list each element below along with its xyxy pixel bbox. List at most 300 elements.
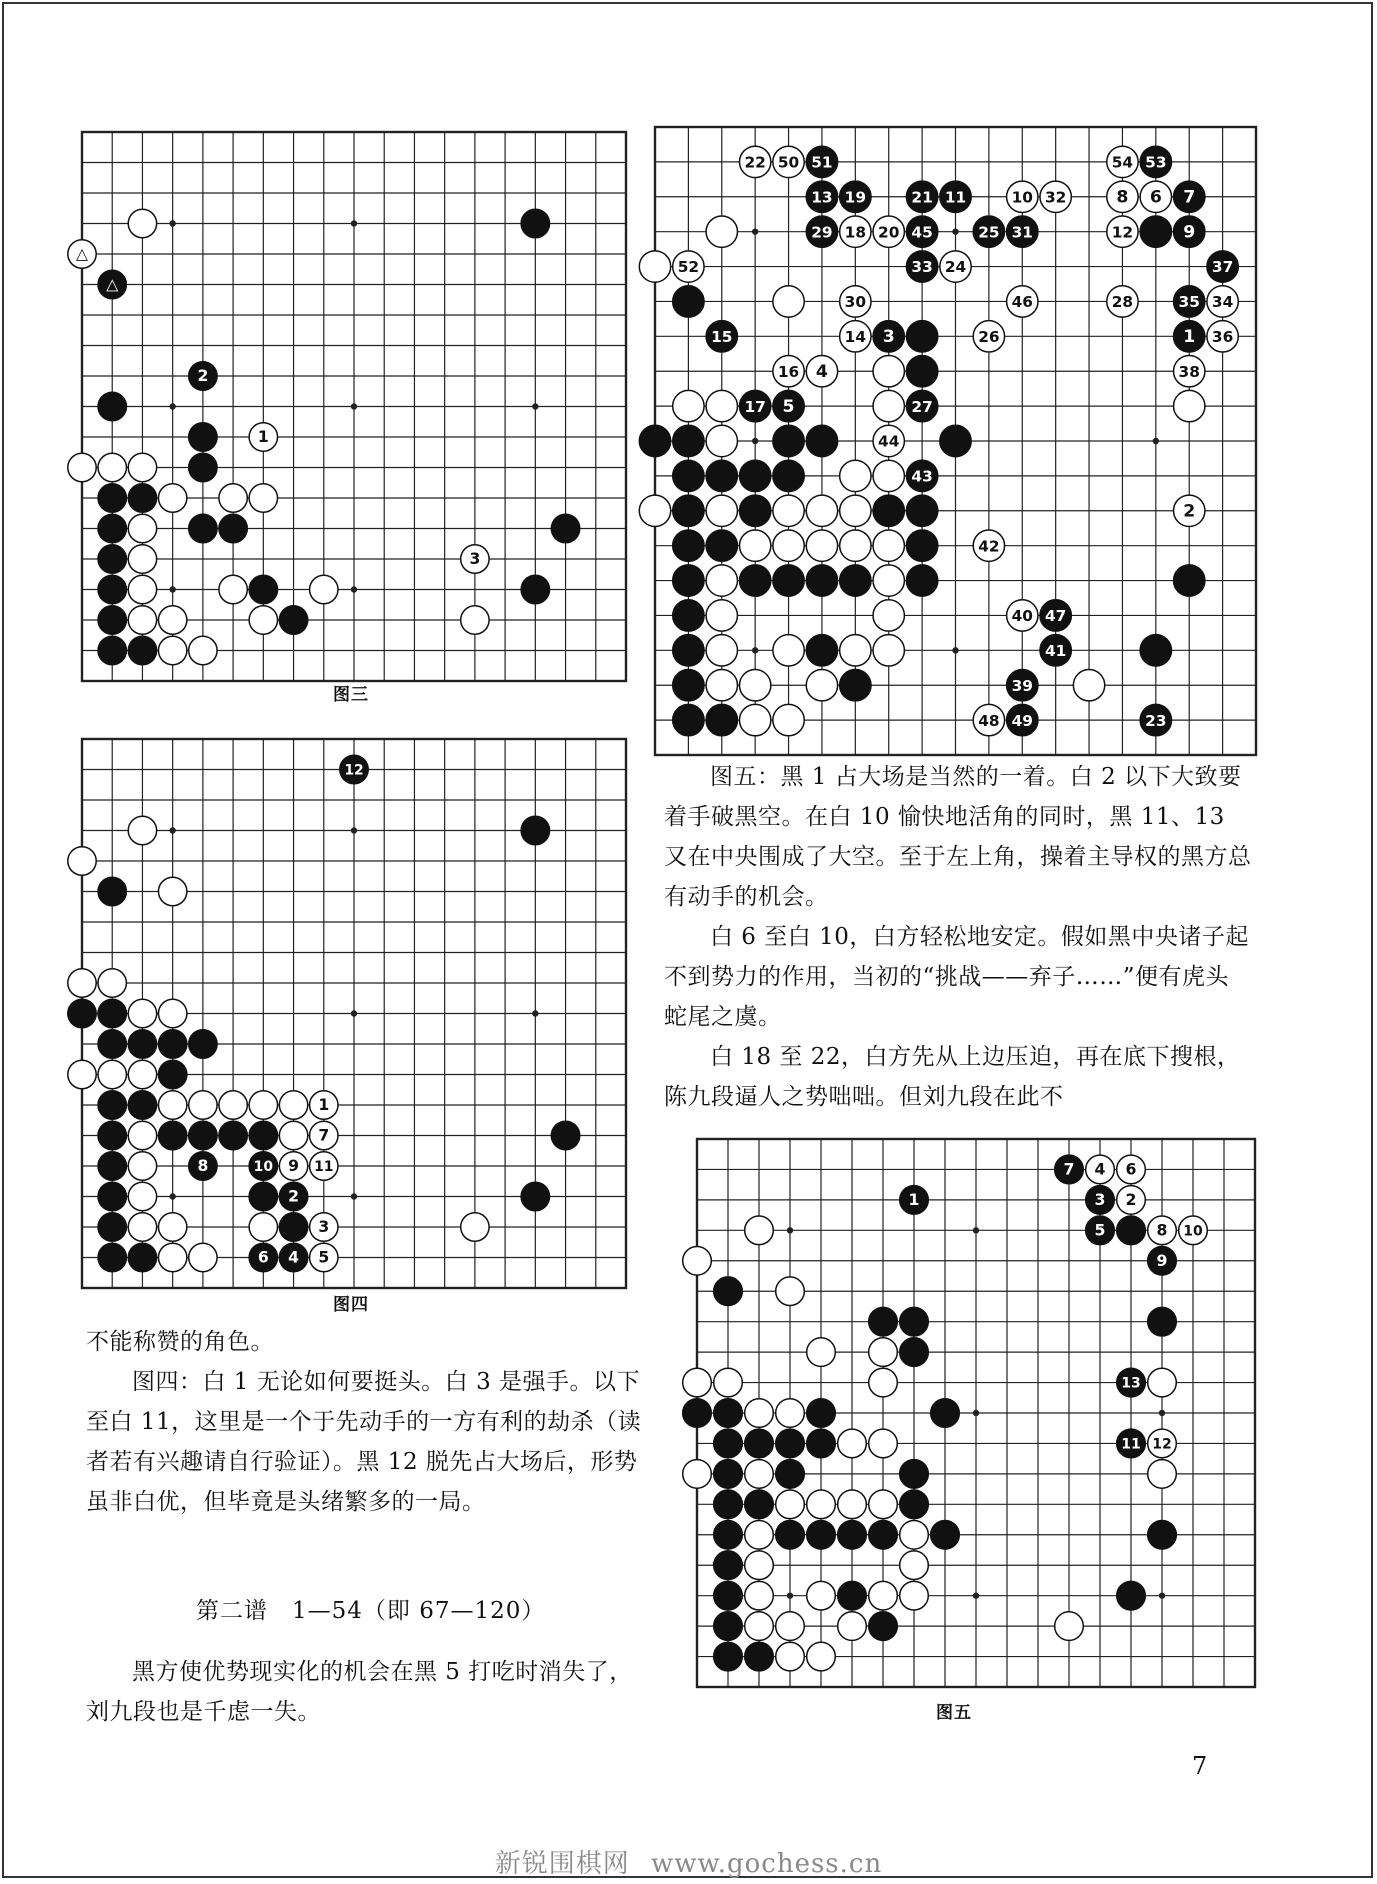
white-stone xyxy=(128,1152,156,1180)
black-stone xyxy=(98,1030,126,1058)
black-stone xyxy=(1117,1429,1146,1458)
white-stone xyxy=(706,600,737,631)
figure-4-caption: 图四 xyxy=(333,1295,369,1315)
black-stone xyxy=(98,1091,126,1119)
black-stone xyxy=(906,565,937,596)
white-stone xyxy=(1174,495,1205,526)
white-stone xyxy=(219,1091,247,1119)
white-stone xyxy=(869,1490,898,1519)
move-number-label: 16 xyxy=(777,362,800,381)
move-number-label: 53 xyxy=(1145,153,1167,172)
black-stone xyxy=(249,1243,277,1271)
white-stone xyxy=(1148,1460,1177,1489)
black-stone xyxy=(806,425,837,456)
black-stone xyxy=(683,1399,712,1428)
go-board-figure-3 xyxy=(75,130,628,683)
white-stone xyxy=(219,484,247,512)
black-stone xyxy=(98,606,126,634)
black-stone xyxy=(279,606,307,634)
black-stone xyxy=(340,755,368,783)
white-stone xyxy=(310,1152,338,1180)
white-stone xyxy=(128,999,156,1027)
move-number-label: 9 xyxy=(288,1157,299,1176)
black-stone xyxy=(807,1520,836,1549)
black-stone xyxy=(98,545,126,573)
white-stone xyxy=(1148,1216,1177,1245)
star-point xyxy=(351,220,357,226)
black-stone xyxy=(1174,216,1205,247)
white-stone xyxy=(773,286,804,317)
white-stone xyxy=(128,1213,156,1241)
black-stone xyxy=(714,1612,743,1641)
move-number-label: 14 xyxy=(844,327,867,346)
star-point xyxy=(532,403,538,409)
move-number-label: 13 xyxy=(811,188,833,207)
white-stone xyxy=(840,530,871,561)
black-stone xyxy=(98,1121,126,1149)
white-stone xyxy=(706,425,737,456)
white-stone xyxy=(98,453,126,481)
black-stone xyxy=(189,1121,217,1149)
white-stone xyxy=(279,1091,307,1119)
white-stone xyxy=(68,969,96,997)
white-stone xyxy=(461,1213,489,1241)
black-stone xyxy=(706,321,737,352)
watermark-site-name: 新锐围棋网 xyxy=(494,1849,630,1879)
star-point xyxy=(973,1410,979,1416)
black-stone xyxy=(840,565,871,596)
star-point xyxy=(169,403,175,409)
white-stone xyxy=(310,1213,338,1241)
move-number-label: 18 xyxy=(844,223,867,242)
move-number-label: 35 xyxy=(1178,293,1200,312)
black-stone xyxy=(1174,565,1205,596)
move-number-label: 32 xyxy=(1044,188,1067,207)
move-number-label: 3 xyxy=(882,326,895,347)
white-stone xyxy=(873,635,904,666)
black-stone xyxy=(98,575,126,603)
white-stone xyxy=(1086,1155,1115,1184)
black-stone xyxy=(1148,1246,1177,1275)
white-stone xyxy=(219,575,247,603)
move-number-label: 5 xyxy=(782,396,795,417)
white-stone xyxy=(840,635,871,666)
black-stone xyxy=(1148,1307,1177,1336)
move-number-label: 11 xyxy=(314,1159,334,1176)
black-stone xyxy=(673,286,704,317)
black-stone xyxy=(940,425,971,456)
commentary-paragraph: 白 18 至 22，白方先从上边压迫，再在底下搜根，陈九段逼人之势咄咄。但刘九段在此不 xyxy=(664,1044,1241,1110)
black-stone xyxy=(1140,146,1171,177)
move-number-label: 54 xyxy=(1111,153,1134,172)
black-stone xyxy=(906,390,937,421)
move-number-label: 5 xyxy=(318,1248,330,1267)
move-number-label: 9 xyxy=(1183,222,1196,243)
white-stone xyxy=(683,1460,712,1489)
black-stone xyxy=(1007,670,1038,701)
move-number-label: 20 xyxy=(878,223,900,242)
black-stone xyxy=(521,816,549,844)
white-stone xyxy=(639,251,670,282)
black-stone xyxy=(673,704,704,735)
white-stone xyxy=(1148,1368,1177,1397)
white-stone xyxy=(714,1368,743,1397)
black-stone xyxy=(98,1213,126,1241)
white-stone xyxy=(773,356,804,387)
figure-4-commentary xyxy=(86,1322,648,1522)
figure-3-caption: 图三 xyxy=(333,685,369,705)
white-stone xyxy=(739,146,770,177)
white-stone xyxy=(158,1243,186,1271)
white-stone xyxy=(838,1429,867,1458)
move-number-label: 44 xyxy=(878,432,900,451)
white-stone xyxy=(1140,181,1171,212)
white-stone xyxy=(98,1060,126,1088)
star-point xyxy=(752,647,758,653)
move-number-label: 2 xyxy=(1183,501,1196,522)
white-stone xyxy=(189,1243,217,1271)
move-number-label: 22 xyxy=(744,153,766,172)
black-stone xyxy=(1117,1581,1146,1610)
black-stone xyxy=(128,484,156,512)
white-stone xyxy=(840,286,871,317)
black-stone xyxy=(1007,216,1038,247)
black-stone xyxy=(906,356,937,387)
white-stone xyxy=(461,606,489,634)
white-stone xyxy=(706,390,737,421)
black-stone xyxy=(249,1182,277,1210)
white-stone xyxy=(128,606,156,634)
white-stone xyxy=(776,1277,805,1306)
black-stone xyxy=(931,1399,960,1428)
black-stone xyxy=(639,425,670,456)
black-stone xyxy=(906,460,937,491)
black-stone xyxy=(1174,286,1205,317)
black-stone xyxy=(714,1551,743,1580)
white-stone xyxy=(745,1399,774,1428)
black-stone xyxy=(279,1182,307,1210)
go-board-figure-5 xyxy=(695,1137,1257,1689)
move-number-label: 8 xyxy=(1116,187,1129,208)
white-stone xyxy=(973,530,1004,561)
move-number-label: 41 xyxy=(1044,641,1067,660)
white-stone xyxy=(128,1060,156,1088)
white-stone xyxy=(806,670,837,701)
figure-5-commentary xyxy=(664,757,1252,1117)
white-stone xyxy=(873,600,904,631)
move-number-label: 34 xyxy=(1211,293,1234,312)
black-stone xyxy=(98,1182,126,1210)
white-stone xyxy=(900,1551,929,1580)
black-stone xyxy=(906,216,937,247)
move-number-label: 30 xyxy=(844,293,867,312)
black-stone xyxy=(714,1490,743,1519)
black-stone xyxy=(739,495,770,526)
move-number-label: 12 xyxy=(344,762,364,779)
white-stone xyxy=(1207,321,1238,352)
black-stone xyxy=(98,636,126,664)
white-stone xyxy=(683,1246,712,1275)
white-stone xyxy=(128,545,156,573)
white-stone xyxy=(873,565,904,596)
white-stone xyxy=(973,321,1004,352)
white-stone xyxy=(1107,216,1138,247)
move-number-label: 13 xyxy=(1121,1375,1141,1392)
black-stone xyxy=(739,390,770,421)
black-stone xyxy=(1207,251,1238,282)
move-number-label: 42 xyxy=(978,537,1000,556)
white-stone xyxy=(249,1213,277,1241)
black-stone xyxy=(98,484,126,512)
white-stone xyxy=(739,670,770,701)
white-stone xyxy=(745,1520,774,1549)
black-stone xyxy=(900,1338,929,1367)
black-stone xyxy=(279,1213,307,1241)
black-stone xyxy=(521,575,549,603)
black-stone xyxy=(98,877,126,905)
move-number-label: 12 xyxy=(1111,223,1134,242)
black-stone xyxy=(806,181,837,212)
move-number-label: 29 xyxy=(811,223,833,242)
move-number-label: 10 xyxy=(1183,1223,1203,1240)
white-stone xyxy=(869,1338,898,1367)
white-stone xyxy=(68,1060,96,1088)
move-number-label: 5 xyxy=(1094,1220,1106,1240)
white-stone xyxy=(249,423,277,451)
black-stone xyxy=(840,181,871,212)
white-stone xyxy=(639,495,670,526)
white-stone xyxy=(873,356,904,387)
white-stone xyxy=(873,216,904,247)
move-number-label: 1 xyxy=(908,1190,920,1210)
black-stone xyxy=(1055,1155,1084,1184)
white-stone xyxy=(128,514,156,542)
white-stone xyxy=(1174,390,1205,421)
move-number-label: 27 xyxy=(911,397,933,416)
move-number-label: △ xyxy=(75,245,89,264)
black-stone xyxy=(158,1030,186,1058)
white-stone xyxy=(249,606,277,634)
move-number-label: 8 xyxy=(1156,1220,1168,1240)
move-number-label: 7 xyxy=(1063,1159,1075,1179)
white-stone xyxy=(310,575,338,603)
move-number-label: 2 xyxy=(197,367,209,386)
black-stone xyxy=(1174,321,1205,352)
white-stone xyxy=(1055,1612,1084,1641)
move-number-label: 46 xyxy=(1011,293,1033,312)
black-stone xyxy=(279,1243,307,1271)
white-stone xyxy=(158,877,186,905)
black-stone xyxy=(521,209,549,237)
black-stone xyxy=(806,146,837,177)
move-number-label: 12 xyxy=(1152,1436,1172,1453)
white-stone xyxy=(98,969,126,997)
move-number-label: 38 xyxy=(1178,362,1200,381)
black-stone xyxy=(776,1520,805,1549)
black-stone xyxy=(1140,635,1171,666)
move-number-label: 1 xyxy=(1183,326,1196,347)
move-number-label: 23 xyxy=(1145,711,1167,730)
black-stone xyxy=(706,704,737,735)
white-stone xyxy=(128,1182,156,1210)
black-stone xyxy=(773,390,804,421)
white-stone xyxy=(128,453,156,481)
black-stone xyxy=(840,670,871,701)
white-stone xyxy=(310,1121,338,1149)
star-point xyxy=(351,1193,357,1199)
black-stone xyxy=(773,565,804,596)
move-number-label: 28 xyxy=(1111,293,1134,312)
white-stone xyxy=(776,1490,805,1519)
white-stone xyxy=(807,1338,836,1367)
move-number-label: 4 xyxy=(815,361,828,382)
star-point xyxy=(351,586,357,592)
black-stone xyxy=(745,1490,774,1519)
black-stone xyxy=(714,1520,743,1549)
move-number-label: 21 xyxy=(911,188,933,207)
white-stone xyxy=(1107,146,1138,177)
black-stone xyxy=(714,1399,743,1428)
white-stone xyxy=(745,1460,774,1489)
footer-watermark xyxy=(0,1843,1377,1880)
white-stone xyxy=(1073,670,1104,701)
black-stone xyxy=(128,1091,156,1119)
white-stone xyxy=(739,704,770,735)
watermark-url: www.gochess.cn xyxy=(651,1849,883,1879)
star-point xyxy=(973,1592,979,1598)
black-stone xyxy=(900,1490,929,1519)
white-stone xyxy=(773,146,804,177)
white-stone xyxy=(461,545,489,573)
move-number-label: 40 xyxy=(1011,607,1033,626)
black-stone xyxy=(551,514,579,542)
section-heading: 第二谱 1—54（即 67—120） xyxy=(196,1598,546,1624)
black-stone xyxy=(158,1060,186,1088)
move-number-label: 10 xyxy=(253,1159,274,1176)
move-number-label: 15 xyxy=(711,327,733,346)
white-stone xyxy=(838,1490,867,1519)
white-stone xyxy=(840,216,871,247)
move-number-label: 43 xyxy=(911,467,933,486)
black-stone xyxy=(673,635,704,666)
white-stone xyxy=(158,606,186,634)
move-number-label: 31 xyxy=(1011,223,1033,242)
white-stone xyxy=(973,704,1004,735)
move-number-label: 24 xyxy=(944,258,967,277)
black-stone xyxy=(906,321,937,352)
star-point xyxy=(169,827,175,833)
black-stone xyxy=(189,1030,217,1058)
white-stone xyxy=(683,1368,712,1397)
page-number: 7 xyxy=(1192,1752,1208,1780)
white-stone xyxy=(873,425,904,456)
section-intro xyxy=(86,1652,648,1732)
white-stone xyxy=(1107,286,1138,317)
white-stone xyxy=(1117,1155,1146,1184)
star-point xyxy=(752,438,758,444)
move-number-label: 49 xyxy=(1011,711,1033,730)
commentary-paragraph: 白 6 至白 10，白方轻松地安定。假如黑中央诸子起不到势力的作用，当初的“挑战——弃子……”便有虎头蛇尾之虞。 xyxy=(664,924,1249,1030)
white-stone xyxy=(806,495,837,526)
white-stone xyxy=(279,1121,307,1149)
black-stone xyxy=(745,1429,774,1458)
black-stone xyxy=(869,1612,898,1641)
white-stone xyxy=(776,1642,805,1671)
black-stone xyxy=(1007,704,1038,735)
black-stone xyxy=(706,460,737,491)
star-point xyxy=(952,647,958,653)
move-number-label: 6 xyxy=(1125,1159,1137,1179)
star-point xyxy=(169,220,175,226)
black-stone xyxy=(1040,600,1071,631)
white-stone xyxy=(940,251,971,282)
black-stone xyxy=(1086,1186,1115,1215)
white-stone xyxy=(840,460,871,491)
white-stone xyxy=(189,1091,217,1119)
black-stone xyxy=(931,1520,960,1549)
figure-5-caption: 图五 xyxy=(936,1703,972,1723)
black-stone xyxy=(900,1186,929,1215)
black-stone xyxy=(189,453,217,481)
black-stone xyxy=(773,460,804,491)
black-stone xyxy=(806,565,837,596)
white-stone xyxy=(1179,1216,1208,1245)
black-stone xyxy=(673,425,704,456)
black-stone xyxy=(98,1152,126,1180)
black-stone xyxy=(900,1460,929,1489)
black-stone xyxy=(1117,1216,1146,1245)
black-stone xyxy=(739,565,770,596)
black-stone xyxy=(673,600,704,631)
white-stone xyxy=(128,816,156,844)
white-stone xyxy=(68,240,96,268)
star-point xyxy=(973,1227,979,1233)
white-stone xyxy=(806,356,837,387)
black-stone xyxy=(714,1460,743,1489)
white-stone xyxy=(776,1612,805,1641)
white-stone xyxy=(310,1243,338,1271)
white-stone xyxy=(158,1091,186,1119)
move-number-label: 47 xyxy=(1044,607,1067,626)
commentary-paragraph: 图四：白 1 无论如何要挺头。白 3 是强手。以下至白 11，这里是一个于先动手的一方有利的劫杀（读者若有兴趣请自行验证）。黑 12 脱先占大场后，形势虽非白优，但毕竟是头绪繁多的一局。 xyxy=(86,1369,642,1515)
white-stone xyxy=(806,530,837,561)
move-number-label: 25 xyxy=(978,223,1000,242)
black-stone xyxy=(68,999,96,1027)
white-stone xyxy=(249,1091,277,1119)
white-stone xyxy=(279,1152,307,1180)
white-stone xyxy=(128,575,156,603)
white-stone xyxy=(706,670,737,701)
move-number-label: 37 xyxy=(1211,258,1234,277)
black-stone xyxy=(869,1307,898,1336)
black-stone xyxy=(189,423,217,451)
white-stone xyxy=(68,453,96,481)
white-stone xyxy=(776,1399,805,1428)
white-stone xyxy=(158,999,186,1027)
white-stone xyxy=(158,636,186,664)
move-number-label: 3 xyxy=(318,1218,330,1237)
white-stone xyxy=(706,565,737,596)
black-stone xyxy=(1086,1216,1115,1245)
move-number-label: 52 xyxy=(677,258,700,277)
move-number-label: 19 xyxy=(844,188,867,207)
white-stone xyxy=(1148,1429,1177,1458)
black-stone xyxy=(1174,181,1205,212)
white-stone xyxy=(310,1091,338,1119)
black-stone xyxy=(940,181,971,212)
move-number-label: 6 xyxy=(257,1248,269,1267)
black-stone xyxy=(673,530,704,561)
